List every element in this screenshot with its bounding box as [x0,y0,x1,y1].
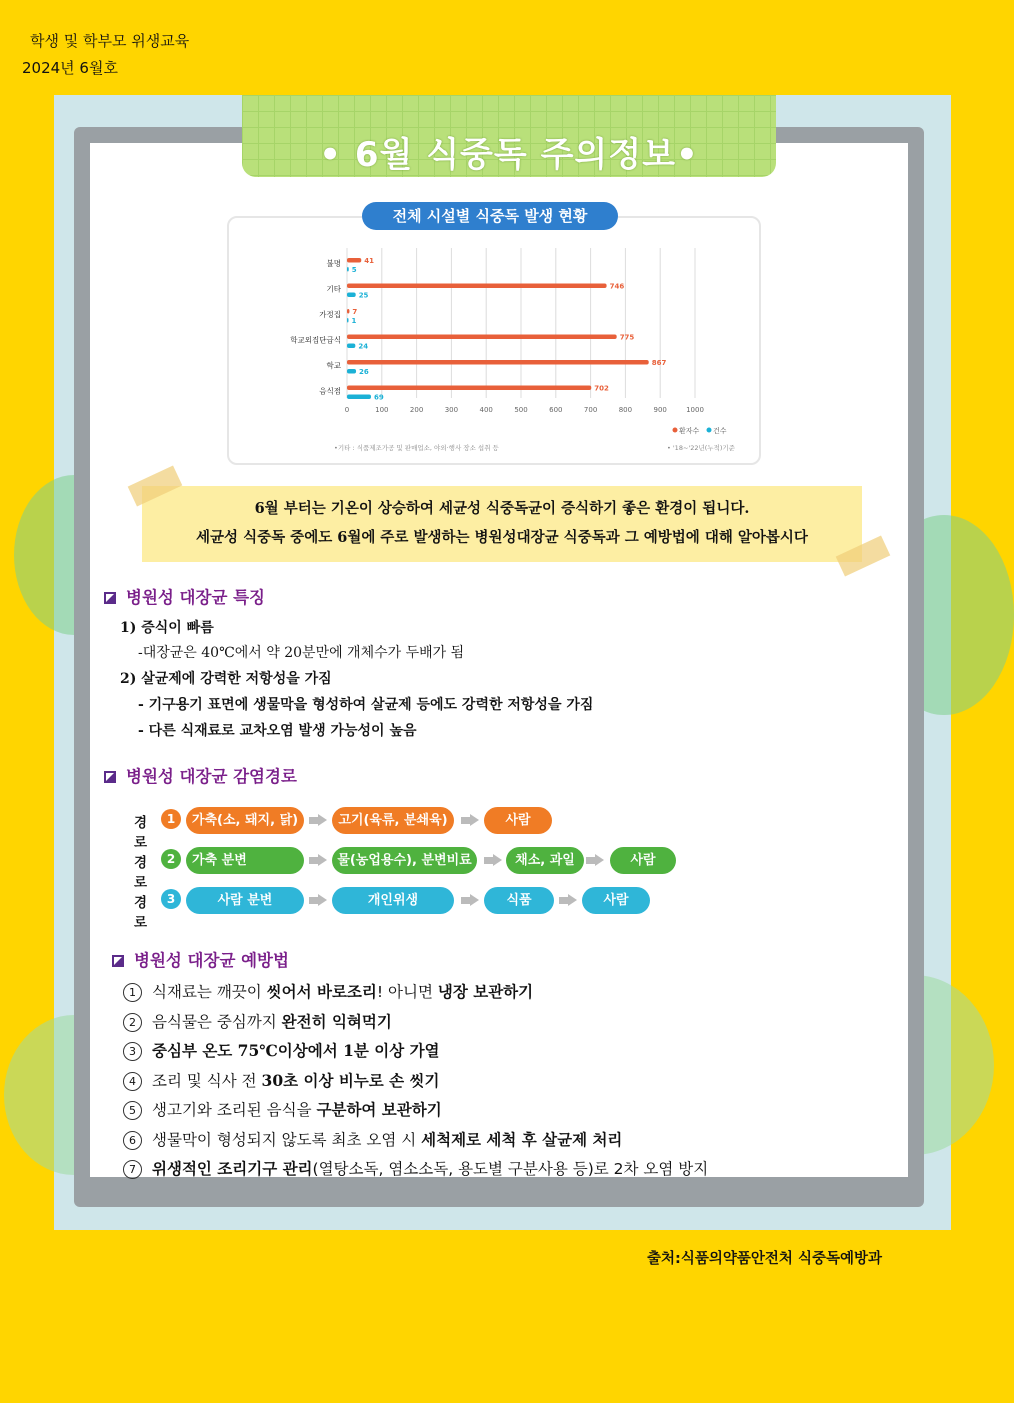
route-number: 1 [161,809,181,829]
header-line1: 학생 및 학부모 위생교육 [30,32,190,50]
title-banner [242,95,776,177]
bar [347,360,649,365]
route-label: 경로 [134,815,148,851]
bar-value-label: 24 [358,342,369,351]
circled-number: 7 [123,1160,142,1179]
y-category-label: 음식점 [319,386,341,396]
chart-title: 전체 시설별 식중독 발생 현황 [362,202,618,230]
x-tick-label: 100 [375,406,389,414]
legend-label: 건수 [713,427,727,435]
feature-line: - 기구용기 표면에 생물막을 형성하여 살균제 등에도 강력한 저항성을 가짐 [138,697,594,713]
x-tick-label: 400 [479,406,493,414]
arrow-right-icon [309,894,327,907]
feature-line: 1) 증식이 빠름 [120,620,214,636]
legend-dot [673,428,678,433]
bar-value-label: 702 [594,384,609,393]
route-step: 물(농업용수), 분변비료 [332,847,477,874]
section-title-features [104,584,265,608]
route-step: 개인위생 [332,887,454,914]
route-step: 사람 [610,847,676,874]
chart-footnote: •기타 : 식품제조가공 및 판매업소, 야외·행사 장소 섭취 등 [334,444,499,452]
prevention-text: 생물막이 형성되지 않도록 최초 오염 시 [152,1130,422,1149]
checkbox-square-icon [112,955,124,967]
bar-value-label: 7 [352,308,358,316]
y-category-label: 기타 [326,284,341,294]
bar [347,318,349,323]
feature-line: -대장균은 40℃에서 약 20분만에 개체수가 두배가 됨 [138,645,465,661]
source-credit: 출처:식품의약품안전처 식중독예방과 [647,1251,882,1267]
arrow-right-icon [586,854,604,867]
y-category-label: 가정집 [319,310,341,319]
bar [347,258,361,263]
x-tick-label: 300 [444,406,459,414]
bar [347,395,371,400]
chart-footnote: • '18~'22년(누적)기준 [667,444,735,452]
page-title: • 6월 식중독 주의정보• [319,135,699,175]
bar [347,386,591,391]
x-tick-label: 800 [618,406,633,414]
bar-value-label: 5 [351,266,357,274]
board-panel [74,127,924,1267]
prevention-item [123,980,533,1002]
circled-number: 3 [123,1042,142,1061]
intro-note [142,486,862,562]
prevention-emphasis: 중심부 온도 75℃이상에서 1분 이상 가열 [152,1041,440,1060]
circled-number: 5 [123,1101,142,1120]
x-tick-label: 600 [549,406,563,414]
feature-line: - 다른 식재료로 교차오염 발생 가능성이 높음 [138,723,417,739]
bar [347,284,607,289]
prevention-item [123,1157,708,1179]
circled-number: 6 [123,1131,142,1150]
feature-line: 2) 살균제에 강력한 저항성을 가짐 [120,671,332,687]
bar-value-label: 775 [619,333,635,342]
prevention-item [123,1010,392,1032]
prevention-emphasis: 완전히 익혀먹기 [281,1011,392,1031]
bar [347,309,349,314]
route-step: 가축 분변 [186,847,304,874]
prevention-item [123,1098,442,1120]
bar-value-label: 41 [364,257,375,265]
prevention-emphasis: 구분하여 보관하기 [316,1100,442,1119]
route-step: 식품 [484,887,554,914]
x-tick-label: 700 [583,406,598,414]
x-tick-label: 1000 [686,406,704,414]
bar [347,369,356,374]
bar-chart [229,218,759,463]
route-step: 채소, 과일 [506,847,584,874]
arrow-right-icon [484,854,502,867]
route-number: 2 [161,849,181,869]
x-tick-label: 200 [409,406,424,414]
bar-value-label: 69 [374,393,384,402]
section1-label: 병원성 대장균 특징 [126,588,266,607]
bar-value-label: 746 [609,282,625,291]
prevention-text: 음식물은 중심까지 [152,1012,282,1031]
bar [347,267,349,272]
prevention-text: 식재료는 깨끗이 [152,983,267,1001]
route-step: 사람 [484,807,552,834]
section2-label: 병원성 대장균 감염경로 [126,767,297,786]
prevention-emphasis: 30초 이상 비누로 손 씻기 [261,1070,440,1090]
poster-frame [54,95,951,1267]
route-step: 사람 분변 [186,887,304,914]
legend-dot [707,428,712,433]
prevention-text: ! 아니면 [376,983,438,1001]
bar [347,344,355,349]
prevention-item [123,1128,622,1150]
circled-number: 2 [123,1013,142,1032]
prevention-emphasis: 냉장 보관하기 [437,982,534,1001]
prevention-item [123,1069,439,1091]
prevention-text: 생고기와 조리된 음식을 [152,1101,317,1119]
bar-value-label: 867 [651,359,667,367]
board-inner [90,135,908,1267]
circled-number: 4 [123,1072,142,1091]
arrow-right-icon [461,894,479,907]
prevention-text: 조리 및 식사 전 [152,1071,262,1090]
bar-value-label: 1 [351,317,357,325]
route-label: 경로 [134,895,148,931]
prevention-emphasis: 위생적인 조리기구 관리 [152,1159,313,1178]
bar-value-label: 26 [359,368,369,376]
arrow-right-icon [309,814,327,827]
circled-number: 1 [123,983,142,1002]
chart-card [227,216,761,465]
bar [347,293,356,298]
x-tick-label: 900 [653,406,667,414]
x-tick-label: 0 [344,406,350,414]
route-step: 가축(소, 돼지, 닭) [186,807,304,834]
checkbox-square-icon [104,771,116,783]
prevention-item [123,1039,440,1061]
x-tick-label: 500 [514,406,528,414]
checkbox-square-icon [104,592,116,604]
arrow-right-icon [461,814,479,827]
intro-line2: 세균성 식중독 중에도 6월에 주로 발생하는 병원성대장균 식중독과 그 예방법에 대해 알아봅시다 [196,529,808,546]
route-number: 3 [161,889,181,909]
intro-line1: 6월 부터는 기온이 상승하여 세균성 식중독균이 증식하기 좋은 환경이 됩니다. [254,500,750,517]
y-category-label: 학교외집단급식 [290,335,341,345]
header-line2: 2024년 6월호 [22,59,118,77]
y-category-label: 불명 [326,259,341,268]
section-title-routes [104,763,297,787]
arrow-right-icon [559,894,577,907]
legend-label: 환자수 [679,427,700,435]
route-step: 사람 [582,887,650,914]
section-title-prevention [112,947,289,971]
prevention-emphasis: 세척제로 세척 후 살균제 처리 [421,1129,623,1149]
y-category-label: 학교 [326,361,341,370]
prevention-emphasis: 씻어서 바로조리 [266,982,377,1001]
bar [347,335,617,340]
prevention-text: (열탕소독, 염소소독, 용도별 구분사용 등)로 2차 오염 방지 [312,1160,709,1178]
bar-value-label: 25 [358,291,369,300]
arrow-right-icon [309,854,327,867]
route-step: 고기(육류, 분쇄육) [332,807,454,834]
route-label: 경로 [134,855,148,891]
section3-label: 병원성 대장균 예방법 [134,951,289,970]
